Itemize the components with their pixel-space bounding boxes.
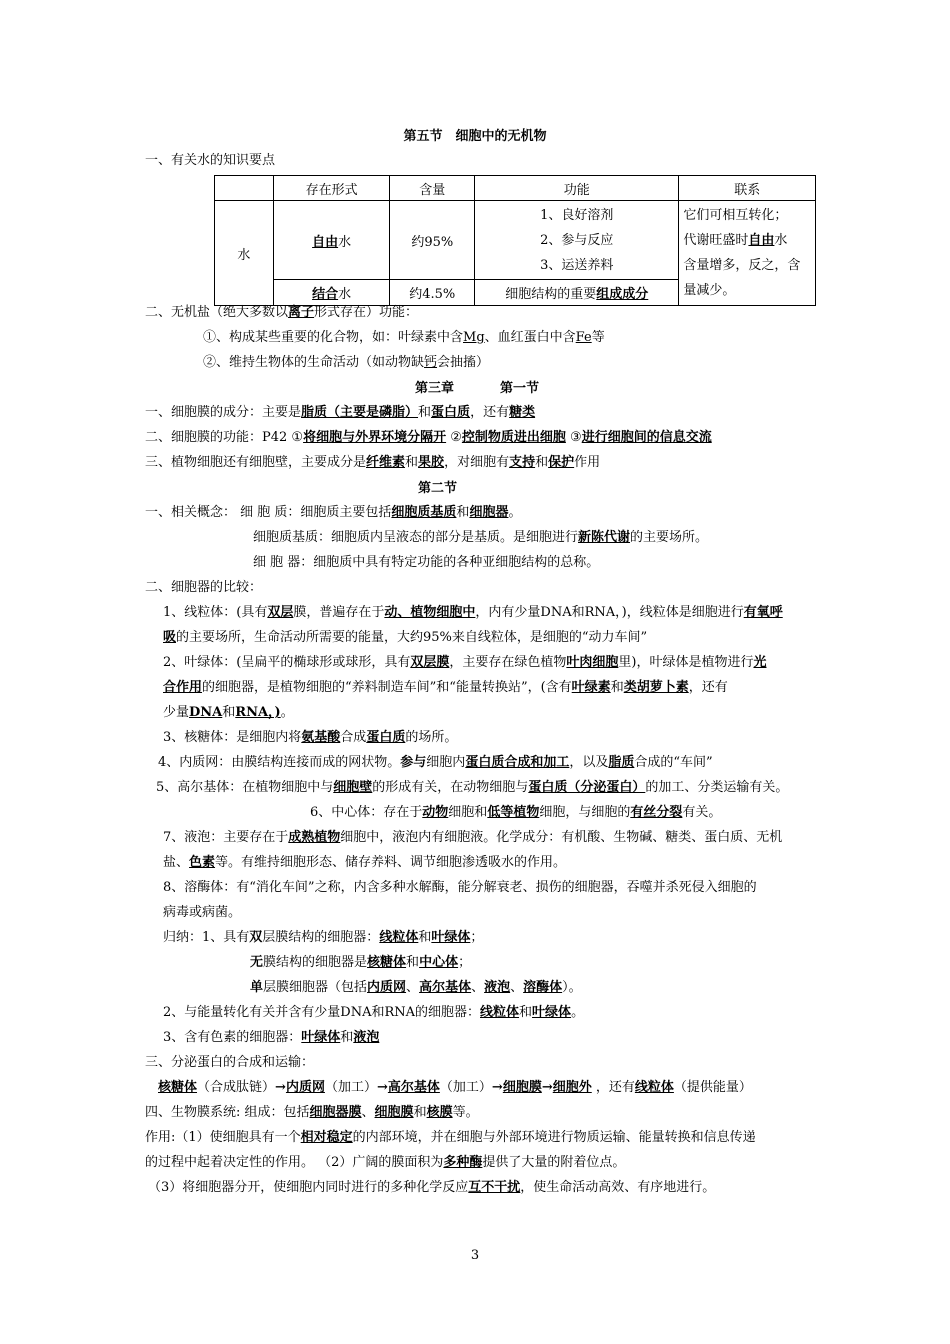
- text: ，还有: [470, 405, 510, 420]
- keyword: 蛋白质合成和加工: [465, 755, 570, 770]
- text: 5、高尔基体：在植物细胞中与: [156, 780, 334, 795]
- text: 有关。: [682, 805, 722, 820]
- section-salt-heading: [145, 304, 418, 322]
- keyword: 内质网: [367, 980, 407, 995]
- salt-item-2: [203, 354, 489, 372]
- text: （合成肽链）: [197, 1080, 276, 1095]
- text: ）。: [562, 980, 582, 995]
- text: 等: [591, 330, 605, 345]
- text: 合成的“车间”: [634, 755, 713, 770]
- lysosome-line-2: 病毒或病菌。: [163, 905, 242, 920]
- header-form: 存在形式: [273, 176, 390, 201]
- relation-line-4: 量减少。: [683, 283, 736, 298]
- bold-text: 参与: [400, 755, 427, 770]
- text: 细胞内: [426, 755, 466, 770]
- text: 、血红蛋白中含: [484, 330, 576, 345]
- text: 四、生物膜系统: 组成：包括: [145, 1105, 310, 1120]
- header-amount: 含量: [390, 176, 475, 201]
- free-water-bold: 自由: [312, 234, 339, 250]
- biomembrane-role-3: [148, 1179, 715, 1197]
- keyword: 细胞膜: [502, 1080, 542, 1095]
- text: 作用:（1）使细胞具有一个: [145, 1130, 301, 1145]
- vacuole-line-2: [163, 854, 566, 872]
- keyword: 细胞外: [552, 1080, 592, 1095]
- free-water-func-1: 1、良好溶剂: [540, 207, 614, 223]
- bold-text: 双: [249, 930, 263, 945]
- keyword: Mg: [463, 330, 485, 345]
- keyword: 钙: [424, 355, 438, 370]
- text: 和: [610, 680, 624, 695]
- text: 等。: [452, 1105, 479, 1120]
- text: （加工）: [324, 1080, 377, 1095]
- text: 二、细胞膜的功能：P42 ①: [145, 430, 304, 445]
- page-number: 3: [470, 1248, 480, 1263]
- bold-text: 无: [250, 955, 264, 970]
- text: 和: [519, 1005, 533, 1020]
- text: 层膜细胞器（包括: [263, 980, 368, 995]
- text: 2、与能量转化有关并含有少量DNA和RNA的细胞器：: [163, 1005, 481, 1020]
- text: 、: [406, 980, 420, 995]
- free-water-cell: [273, 201, 390, 280]
- chloro-line-2: [163, 679, 728, 697]
- arrow-icon: →: [491, 1080, 503, 1095]
- text: 7、液泡：主要存在于: [163, 830, 289, 845]
- keyword: 细胞器: [469, 505, 509, 520]
- keyword: 细胞质基质: [391, 505, 457, 520]
- keyword: 多种酶: [443, 1155, 483, 1170]
- text: 膜结构的细胞器是: [263, 955, 368, 970]
- table-corner-cell: [215, 176, 274, 201]
- biomembrane-role-2: [145, 1154, 625, 1172]
- keyword: 核糖体: [158, 1080, 198, 1095]
- text: 少量: [163, 705, 190, 720]
- text: 3、含有色素的细胞器：: [163, 1030, 302, 1045]
- lysosome-line-1: 8、溶酶体：有“消化车间”之称，内含多种水解酶，能分解衰老、损伤的细胞器，吞噬并杀死侵入细胞的: [163, 880, 757, 895]
- text: 细胞中，液泡内有细胞液。化学成分：有机酸、生物碱、糖类、蛋白质、无机: [340, 830, 783, 845]
- keyword: 细胞膜: [374, 1105, 414, 1120]
- text: 。: [571, 1005, 585, 1020]
- text: ，还有: [688, 680, 728, 695]
- section2-heading: 第二节: [418, 481, 458, 496]
- header-relation: 联系: [679, 176, 816, 201]
- text: ①、构成某些重要的化合物，如：叶绿素中含: [203, 330, 464, 345]
- text: （加工）: [439, 1080, 492, 1095]
- keyword: 叶绿体: [431, 930, 471, 945]
- keyword: 溶酶体: [523, 980, 563, 995]
- text: 的细胞器，是植物细胞的“养料制造车间”和“能量转换站”，(含有: [202, 680, 572, 695]
- keyword: 线粒体: [379, 930, 419, 945]
- keyword: 进行细胞间的信息交流: [581, 430, 712, 445]
- text: 和: [405, 455, 419, 470]
- header-function: 功能: [475, 176, 679, 201]
- bound-water-rest: 水: [338, 287, 352, 302]
- text: 、: [510, 980, 524, 995]
- summary-line-2: [250, 954, 471, 972]
- bold-text: 单: [250, 980, 264, 995]
- keyword: Fe: [575, 330, 592, 345]
- keyword: 核膜: [426, 1105, 453, 1120]
- text: 的主要场所。: [630, 530, 709, 545]
- text: 和: [418, 405, 432, 420]
- text: 里)，叶绿体是植物进行: [618, 655, 754, 670]
- text: 1、线粒体：(具有: [163, 605, 268, 620]
- keyword: 糖类: [509, 405, 536, 420]
- golgi-line: [156, 779, 788, 797]
- keyword: 高尔基体: [419, 980, 472, 995]
- keyword: DNA: [189, 705, 223, 720]
- keyword: 成熟植物: [288, 830, 341, 845]
- text: 归纳：1、具有: [163, 930, 250, 945]
- text: 细胞和: [448, 805, 488, 820]
- keyword: 有丝分裂: [630, 805, 683, 820]
- keyword: 新陈代谢: [578, 530, 631, 545]
- membrane-function: [145, 429, 712, 447]
- text: 的加工、分类运输有关。: [645, 780, 789, 795]
- summary-line-5: [163, 1029, 379, 1047]
- text: 一、细胞膜的成分：主要是: [145, 405, 302, 420]
- keyword: 脂质（主要是磷脂）: [301, 405, 419, 420]
- text: 一、相关概念： 细 胞 质：细胞质主要包括: [145, 505, 392, 520]
- text: ；: [470, 930, 484, 945]
- page-title: 第五节 细胞中的无机物: [403, 129, 547, 144]
- free-water-func-2: 2、参与反应: [540, 232, 614, 248]
- relation-line-3: 含量增多，反之，含: [683, 258, 801, 273]
- text: 的过程中起着决定性的作用。 （2）广阔的膜面积为: [145, 1155, 444, 1170]
- keyword: 相对稳定: [300, 1130, 353, 1145]
- text: 和: [535, 455, 549, 470]
- keyword: 液泡: [353, 1030, 380, 1045]
- mito-line-2: [163, 629, 647, 647]
- keyword: RNA，): [235, 705, 281, 720]
- text: 和: [222, 705, 236, 720]
- text: ，使生命活动高效、有序地进行。: [520, 1180, 716, 1195]
- keyword: 光: [753, 655, 767, 670]
- bound-water-cell: [273, 280, 390, 306]
- keyword: 内质网: [285, 1080, 325, 1095]
- chloro-line-1: [163, 654, 766, 672]
- keyword: 有氧呼: [743, 605, 783, 620]
- keyword: 核糖体: [367, 955, 407, 970]
- text: 细胞质基质：细胞质内呈液态的部分是基质。是细胞进行: [253, 530, 579, 545]
- keyword: 脂质: [608, 755, 635, 770]
- text: 和: [418, 930, 432, 945]
- keyword: 叶绿体: [301, 1030, 341, 1045]
- keyword: 线粒体: [634, 1080, 674, 1095]
- ribosome-line: [163, 729, 457, 747]
- keyword: 吸: [163, 630, 177, 645]
- relation-text: 水: [774, 233, 788, 248]
- keyword: 互不干扰: [468, 1180, 521, 1195]
- er-line: [158, 754, 713, 772]
- text: （提供能量）: [673, 1080, 752, 1095]
- text: 6、中心体：存在于: [310, 805, 423, 820]
- membrane-composition: [145, 404, 535, 422]
- text: ，以及: [569, 755, 609, 770]
- summary-line-4: [163, 1004, 584, 1022]
- text: （3）将细胞器分开，使细胞内同时进行的多种化学反应: [148, 1180, 469, 1195]
- text: ③: [565, 430, 582, 445]
- row-label-water: 水: [215, 201, 274, 306]
- text: 膜，普遍存在于: [293, 605, 385, 620]
- keyword: 色素: [189, 855, 216, 870]
- text: 的内部环境，并在细胞与外部环境进行物质运输、能量转换和信息传递: [352, 1130, 756, 1145]
- keyword: 将细胞与外界环境分隔开: [303, 430, 447, 445]
- relation-free-bold: 自由: [748, 233, 775, 248]
- keyword: 蛋白质: [366, 730, 406, 745]
- text: 会抽搐）: [437, 355, 490, 370]
- text: 细胞，与细胞的: [539, 805, 631, 820]
- chapter3-section1: 第一节: [500, 381, 540, 396]
- text: 盐、: [163, 855, 190, 870]
- text: ，还有: [591, 1080, 635, 1095]
- bound-func-bold: 组成成分: [596, 287, 649, 302]
- keyword: 叶绿体: [532, 1005, 572, 1020]
- text: 3、核糖体：是细胞内将: [163, 730, 302, 745]
- chapter3-label: 第三章: [415, 381, 455, 396]
- free-water-func-3: 3、运送养料: [540, 257, 614, 273]
- keyword: 细胞壁: [333, 780, 373, 795]
- keyword: 支持: [509, 455, 536, 470]
- keyword: 果胶: [418, 455, 445, 470]
- keyword: 双层膜: [410, 655, 450, 670]
- mito-line-1: [163, 604, 783, 622]
- keyword: 低等植物: [487, 805, 540, 820]
- text: 二、无机盐（绝大多数以: [145, 305, 289, 320]
- summary-line-1: [163, 929, 483, 947]
- biomembrane-heading: [145, 1104, 479, 1122]
- bound-water-bold: 结合: [312, 287, 339, 302]
- free-water-functions: [475, 201, 679, 280]
- text: 和: [413, 1105, 427, 1120]
- keyword: 控制物质进出细胞: [461, 430, 566, 445]
- keyword: 保护: [548, 455, 575, 470]
- organelle-heading: 二、细胞器的比较：: [145, 580, 263, 595]
- concept-organelle: 细 胞 器：细胞质中具有特定功能的各种亚细胞结构的总称。: [253, 555, 600, 570]
- free-water-amount: 约95%: [390, 201, 475, 280]
- text: 的形成有关，在动物细胞与: [372, 780, 529, 795]
- cell-wall: [145, 454, 600, 472]
- relation-line-1: 它们可相互转化；: [683, 208, 788, 223]
- concept-cytoplasm: [145, 504, 521, 522]
- text: 4、内质网：由膜结构连接而成的网状物。: [158, 755, 401, 770]
- text: ，主要存在绿色植物: [449, 655, 567, 670]
- text: 、: [361, 1105, 375, 1120]
- text: 。: [280, 705, 294, 720]
- arrow-icon: →: [376, 1080, 388, 1095]
- text: ；: [458, 955, 472, 970]
- keyword: 线粒体: [480, 1005, 520, 1020]
- keyword: 动、植物细胞中: [384, 605, 476, 620]
- keyword: 类胡萝卜素: [623, 680, 689, 695]
- relation-cell: [679, 201, 816, 306]
- relation-line-2: [683, 228, 811, 253]
- summary-line-3: [250, 979, 582, 997]
- vacuole-line-1: [163, 829, 782, 847]
- keyword: 液泡: [484, 980, 511, 995]
- keyword: 蛋白质（分泌蛋白）: [528, 780, 646, 795]
- text: 和: [456, 505, 470, 520]
- concept-matrix: [253, 529, 708, 547]
- text: 作用: [574, 455, 601, 470]
- free-water-rest: 水: [338, 234, 352, 250]
- keyword: 叶绿素: [571, 680, 611, 695]
- keyword: 细胞器膜: [309, 1105, 362, 1120]
- keyword: 高尔基体: [387, 1080, 440, 1095]
- text: 三、植物细胞还有细胞壁，主要成分是: [145, 455, 367, 470]
- text: 形式存在）功能：: [314, 305, 419, 320]
- keyword: 双层: [267, 605, 294, 620]
- bound-water-function: [475, 280, 679, 306]
- arrow-icon: →: [541, 1080, 553, 1095]
- biomembrane-role-1: [145, 1129, 756, 1147]
- water-table: [214, 175, 816, 306]
- secretion-heading: 三、分泌蛋白的合成和运输：: [145, 1055, 315, 1070]
- bound-func-text: 细胞结构的重要: [505, 287, 597, 302]
- text: 合成: [340, 730, 367, 745]
- text: 2、叶绿体：(呈扁平的椭球形或球形，具有: [163, 655, 411, 670]
- text: ②、维持生物体的生命活动（如动物缺: [203, 355, 425, 370]
- text: ，内有少量DNA和RNA，)，线粒体是细胞进行: [475, 605, 744, 620]
- relation-text: 代谢旺盛时: [683, 233, 749, 248]
- keyword: 叶肉细胞: [566, 655, 619, 670]
- text: 和: [406, 955, 420, 970]
- section-water-heading: 一、有关水的知识要点: [145, 153, 276, 168]
- chloro-line-3: [163, 704, 294, 722]
- keyword: 离子: [288, 305, 315, 320]
- text: 层膜结构的细胞器：: [262, 930, 380, 945]
- arrow-icon: →: [275, 1080, 286, 1095]
- text: ②: [446, 430, 462, 445]
- salt-item-1: [203, 329, 605, 347]
- text: ，对细胞有: [444, 455, 510, 470]
- keyword: 氨基酸: [301, 730, 341, 745]
- text: 等。有维持细胞形态、储存养料、调节细胞渗透吸水的作用。: [215, 855, 567, 870]
- keyword: 中心体: [419, 955, 459, 970]
- keyword: 合作用: [163, 680, 203, 695]
- keyword: 纤维素: [366, 455, 406, 470]
- keyword: 动物: [422, 805, 449, 820]
- text: 和: [340, 1030, 354, 1045]
- bound-water-amount: 约4.5%: [390, 280, 475, 306]
- secretion-pathway: [158, 1079, 752, 1097]
- text: 。: [508, 505, 522, 520]
- text: 、: [471, 980, 485, 995]
- text: 的场所。: [405, 730, 458, 745]
- centrosome-line: [310, 804, 721, 822]
- text: 提供了大量的附着位点。: [482, 1155, 626, 1170]
- text: 的主要场所，生命活动所需要的能量，大约95%来自线粒体，是细胞的“动力车间”: [176, 630, 648, 645]
- keyword: 蛋白质: [431, 405, 471, 420]
